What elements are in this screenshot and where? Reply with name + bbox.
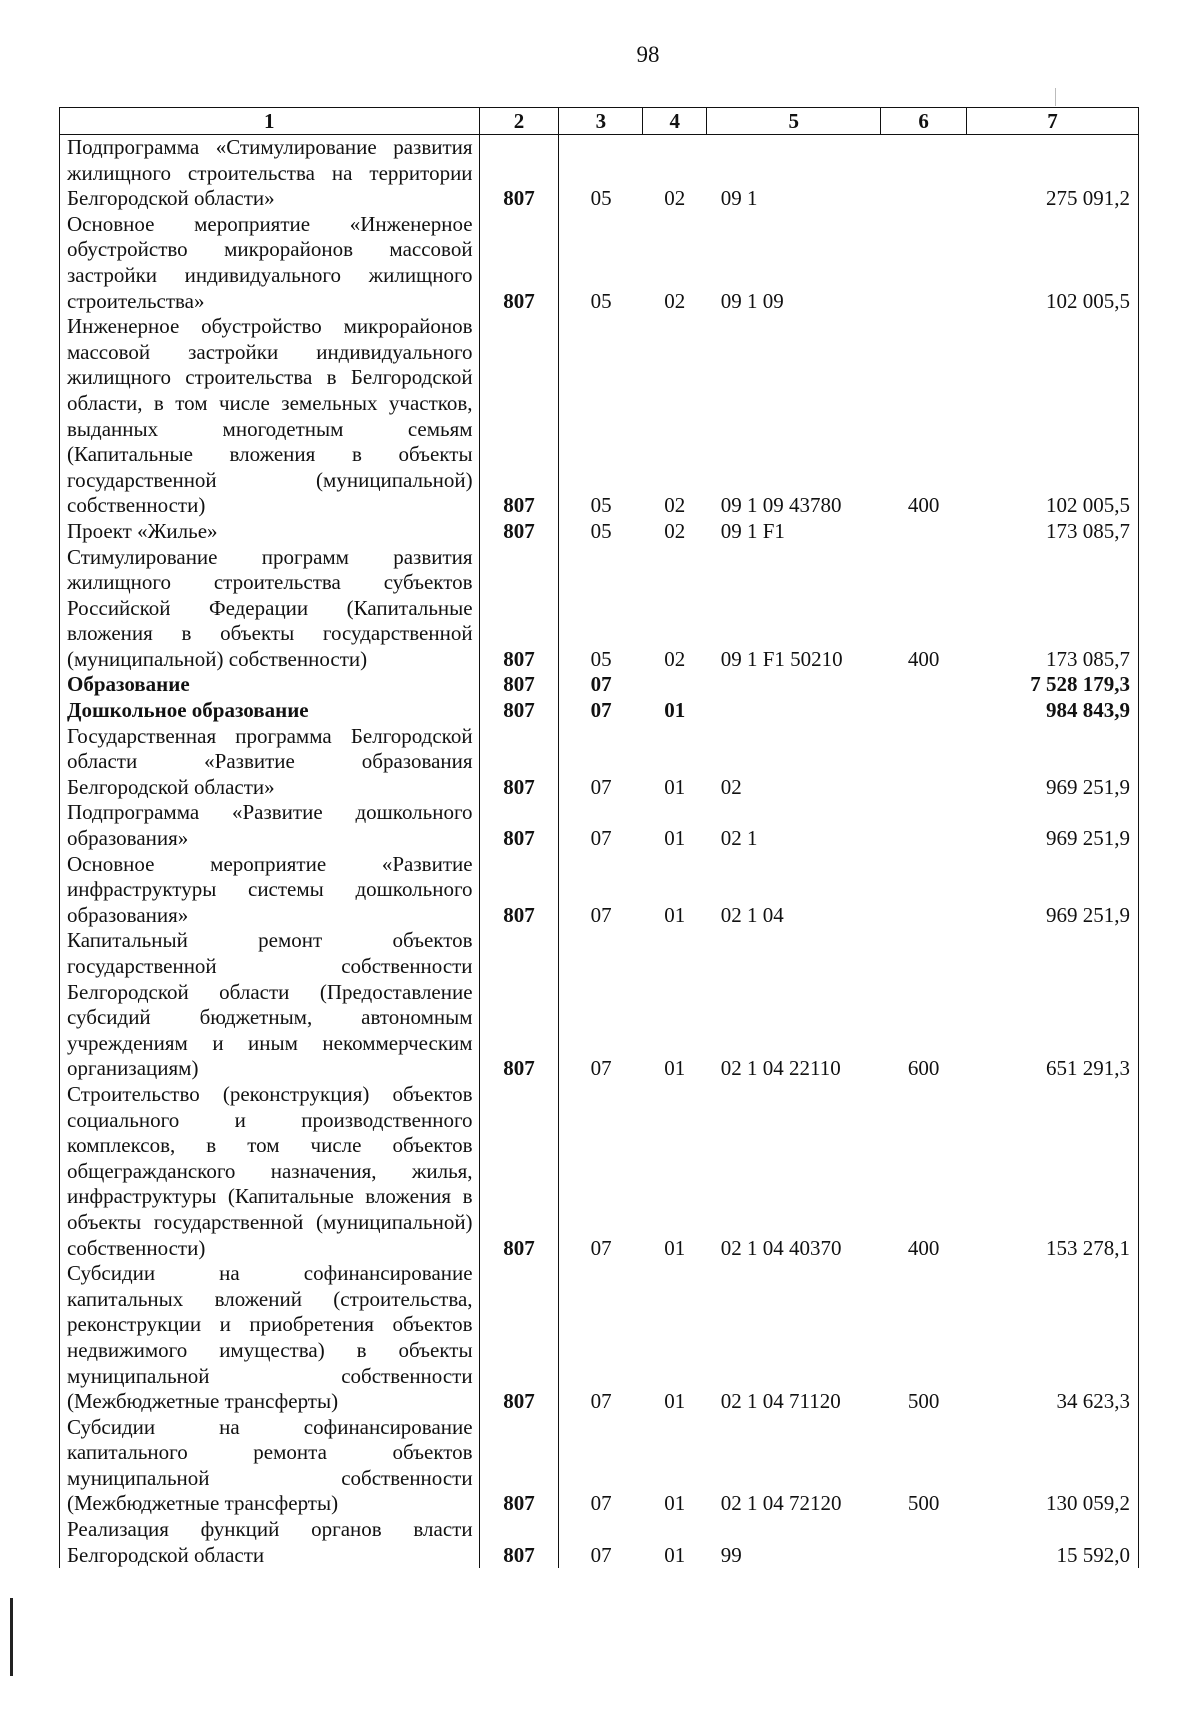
expense-type	[881, 1517, 967, 1568]
ministry-code: 807	[479, 519, 559, 545]
subsection-code: 01	[664, 1542, 686, 1567]
row-name: Дошкольное образование	[60, 698, 480, 724]
header-col-5: 5	[707, 108, 881, 135]
expense-type: 400	[907, 493, 940, 518]
amount: 34 623,3	[967, 1261, 1139, 1415]
row-name: Стимулирование программ развития жилищного строительства субъектов Российской Федерации (Капитальные вложения в объекты государственной (муниципальной) собственности)	[60, 545, 480, 673]
section-code: 05	[590, 493, 612, 518]
table-body	[60, 135, 1139, 1569]
section-code: 07	[590, 1056, 612, 1081]
row-name: Образование	[60, 672, 480, 698]
expense-type: 400	[907, 646, 940, 671]
amount: 102 005,5	[967, 314, 1139, 519]
row-name: Строительство (реконструкция) объектов социального и производственного комплексов, в том числе объектов общегражданского назначения, жилья, инфраструктуры (Капитальные вложения в объекты государственной (муниципальной) собственности)	[60, 1082, 480, 1261]
section-code: 05	[590, 646, 612, 671]
row-name: Основное мероприятие «Инженерное обустройство микрорайонов массовой застройки индивидуального жилищного строительства»	[60, 212, 480, 314]
scan-mark	[1055, 88, 1056, 106]
section-code: 07	[590, 826, 612, 851]
table-row	[60, 519, 1139, 545]
table-row	[60, 800, 1139, 851]
row-name: Основное мероприятие «Развитие инфраструктуры системы дошкольного образования»	[60, 852, 480, 929]
target-article: 09 1	[720, 186, 758, 211]
table-row	[60, 1082, 1139, 1261]
expense-type	[881, 800, 967, 851]
section-code: 07	[590, 698, 612, 723]
section-code: 07	[590, 1542, 612, 1567]
section-code: 07	[590, 902, 612, 927]
subsection-code: 02	[664, 518, 686, 543]
expense-type	[881, 672, 967, 698]
ministry-code: 807	[479, 1082, 559, 1261]
ministry-code: 807	[479, 800, 559, 851]
section-code: 07	[590, 1389, 612, 1414]
budget-table	[59, 107, 1139, 1568]
target-article	[707, 672, 881, 698]
row-name: Проект «Жилье»	[60, 519, 480, 545]
target-article: 02 1 04 72120	[720, 1491, 842, 1516]
table-row	[60, 545, 1139, 673]
table-row	[60, 212, 1139, 314]
subsection-code: 01	[664, 826, 686, 851]
amount: 969 251,9	[967, 852, 1139, 929]
header-col-1: 1	[60, 108, 480, 135]
amount: 984 843,9	[967, 698, 1139, 724]
table-row	[60, 724, 1139, 801]
target-article: 02	[720, 774, 742, 799]
section-code: 05	[590, 518, 612, 543]
row-name: Государственная программа Белгородской области «Развитие образования Белгородской области»	[60, 724, 480, 801]
table-row	[60, 698, 1139, 724]
ministry-code: 807	[479, 545, 559, 673]
target-article: 02 1 04 71120	[720, 1389, 841, 1414]
expense-type	[881, 698, 967, 724]
subsection-code: 01	[664, 1389, 686, 1414]
amount: 173 085,7	[967, 545, 1139, 673]
header-col-3: 3	[559, 108, 643, 135]
row-name: Реализация функций органов власти Белгородской области	[60, 1517, 480, 1568]
section-code: 07	[590, 1235, 612, 1260]
section-code: 05	[590, 186, 612, 211]
ministry-code: 807	[479, 1261, 559, 1415]
expense-type: 600	[907, 1056, 940, 1081]
subsection-code: 02	[664, 288, 686, 313]
subsection-code: 01	[664, 774, 686, 799]
header-col-6: 6	[881, 108, 967, 135]
table-row	[60, 928, 1139, 1082]
ministry-code: 807	[479, 314, 559, 519]
amount: 130 059,2	[967, 1415, 1139, 1517]
target-article: 09 1 F1	[720, 518, 785, 543]
row-name: Инженерное обустройство микрорайонов массовой застройки индивидуального жилищного строительства в Белгородской области, в том числе земельных участков, выданных многодетным семьям (Капитальные вложения в объекты государственной (муниципальной) собственности)	[60, 314, 480, 519]
expense-type: 400	[907, 1235, 940, 1260]
target-article: 02 1 04 22110	[720, 1056, 841, 1081]
amount: 651 291,3	[967, 928, 1139, 1082]
section-code: 07	[590, 672, 612, 697]
row-name: Субсидии на софинансирование капитального ремонта объектов муниципальной собственности (Межбюджетные трансферты)	[60, 1415, 480, 1517]
header-col-4: 4	[643, 108, 707, 135]
left-edge-mark	[10, 1598, 13, 1676]
ministry-code: 807	[479, 698, 559, 724]
section-code: 05	[590, 288, 612, 313]
page-number: 98	[636, 42, 660, 67]
ministry-code: 807	[479, 1517, 559, 1568]
subsection-code: 01	[664, 1235, 686, 1260]
ministry-code: 807	[479, 928, 559, 1082]
table-row	[60, 852, 1139, 929]
target-article: 09 1 09 43780	[720, 493, 842, 518]
amount: 15 592,0	[967, 1517, 1139, 1568]
amount: 969 251,9	[967, 800, 1139, 851]
subsection-code: 02	[664, 493, 686, 518]
ministry-code: 807	[479, 672, 559, 698]
expense-type	[881, 724, 967, 801]
ministry-code: 807	[479, 852, 559, 929]
header-row	[60, 108, 1139, 135]
table-row	[60, 135, 1139, 212]
subsection-code: 02	[664, 646, 686, 671]
table-row	[60, 672, 1139, 698]
expense-type	[881, 135, 967, 212]
ministry-code: 807	[479, 212, 559, 314]
amount: 969 251,9	[967, 724, 1139, 801]
amount: 173 085,7	[967, 519, 1139, 545]
expense-type	[881, 212, 967, 314]
row-name: Подпрограмма «Стимулирование развития жилищного строительства на территории Белгородской области»	[60, 135, 480, 212]
subsection-code: 01	[664, 1491, 686, 1516]
ministry-code: 807	[479, 1415, 559, 1517]
subsection-code: 01	[664, 698, 686, 723]
table-row	[60, 1415, 1139, 1517]
row-name: Субсидии на софинансирование капитальных вложений (строительства, реконструкции и приобретения объектов недвижимого имущества) в объекты муниципальной собственности (Межбюджетные трансферты)	[60, 1261, 480, 1415]
amount: 7 528 179,3	[967, 672, 1139, 698]
target-article: 02 1	[720, 826, 758, 851]
ministry-code: 807	[479, 135, 559, 212]
table-row	[60, 1261, 1139, 1415]
section-code: 07	[590, 1491, 612, 1516]
amount: 153 278,1	[967, 1082, 1139, 1261]
subsection-code: 02	[664, 186, 686, 211]
expense-type: 500	[907, 1389, 940, 1414]
ministry-code: 807	[479, 724, 559, 801]
row-name: Подпрограмма «Развитие дошкольного образования»	[60, 800, 480, 851]
row-name: Капитальный ремонт объектов государственной собственности Белгородской области (Предоставление субсидий бюджетным, автономным учреждениям и иным некоммерческим организациям)	[60, 928, 480, 1082]
target-article: 02 1 04 40370	[720, 1235, 842, 1260]
expense-type	[881, 519, 967, 545]
amount: 102 005,5	[967, 212, 1139, 314]
subsection-code: 01	[664, 1056, 686, 1081]
amount: 275 091,2	[967, 135, 1139, 212]
target-article: 09 1 09	[720, 288, 784, 313]
header-col-7: 7	[967, 108, 1139, 135]
expense-type: 500	[907, 1491, 940, 1516]
target-article: 02 1 04	[720, 902, 784, 927]
target-article: 09 1 F1 50210	[720, 646, 843, 671]
target-article: 99	[720, 1542, 742, 1567]
target-article	[707, 698, 881, 724]
subsection-code	[643, 672, 707, 698]
section-code: 07	[590, 774, 612, 799]
subsection-code: 01	[664, 902, 686, 927]
table-row	[60, 314, 1139, 519]
header-col-2: 2	[479, 108, 559, 135]
expense-type	[881, 852, 967, 929]
table-row	[60, 1517, 1139, 1568]
